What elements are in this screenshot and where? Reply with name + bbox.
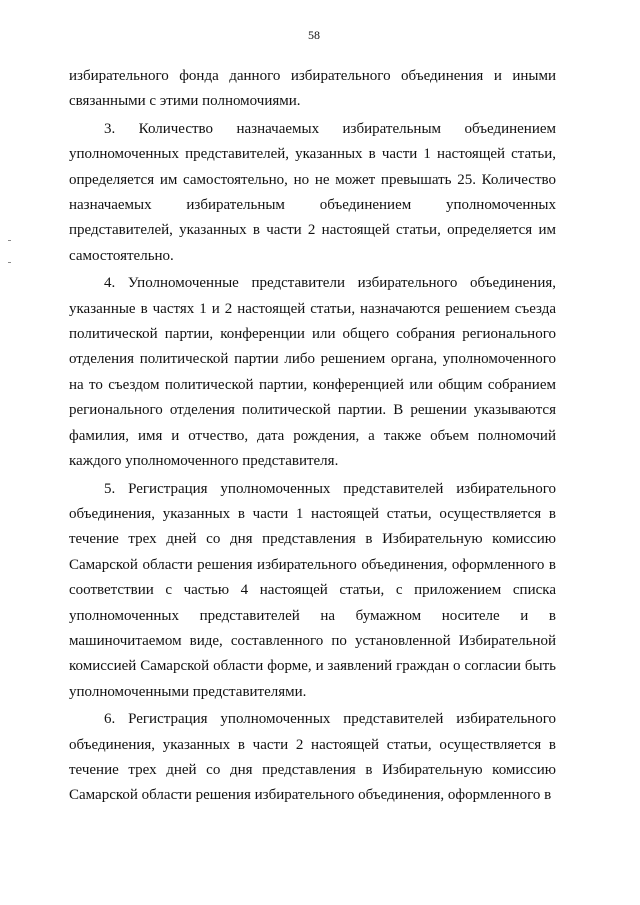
paragraph-6: 6. Регистрация уполномоченных представителей избирательного объединения, указанных в части 2 настоящей статьи, осуществляется в течение трех дней со дня представления в Избирательную комиссию Самарской области решения избирательного объединения, оформленного в bbox=[69, 711, 556, 804]
scan-margin-mark bbox=[8, 262, 11, 263]
page-number: 58 bbox=[308, 28, 320, 42]
scan-margin-mark bbox=[8, 240, 11, 241]
paragraph-continuation: избирательного фонда данного избирательного объединения и иными связанными с этими полномочиями. bbox=[69, 68, 556, 110]
document-body bbox=[69, 64, 556, 809]
paragraph-3: 3. Количество назначаемых избирательным объединением уполномоченных представителей, указанных в части 1 настоящей статьи, определяется им самостоятельно, но не может превышать 25. Количество назначаемых избирательным объединением уполномоченных представителей, указанных в части 2 настоящей статьи, определяется им самостоятельно. bbox=[69, 120, 556, 264]
paragraph-5: 5. Регистрация уполномоченных представителей избирательного объединения, указанных в части 1 настоящей статьи, осуществляется в течение трех дней со дня представления в Избирательную комиссию Самарской области решения избирательного объединения, оформленного в соответствии с частью 4 настоящей статьи, с приложением списка уполномоченных представителей на бумажном носителе и в машиночитаемом виде, составленного по установленной Избирательной комиссией Самарской области форме, и заявлений граждан о согласии быть уполномоченными представителями. bbox=[69, 480, 556, 700]
paragraph-4: 4. Уполномоченные представители избирательного объединения, указанные в частях 1 и 2 настоящей статьи, назначаются решением съезда политической партии, конференции или общего собрания регионального отделения политической партии либо решением органа, уполномоченного на то съездом политической партии, конференцией или общим собранием регионального отделения политической партии. В решении указываются фамилия, имя и отчество, дата рождения, а также объем полномочий каждого уполномоченного представителя. bbox=[69, 275, 556, 470]
